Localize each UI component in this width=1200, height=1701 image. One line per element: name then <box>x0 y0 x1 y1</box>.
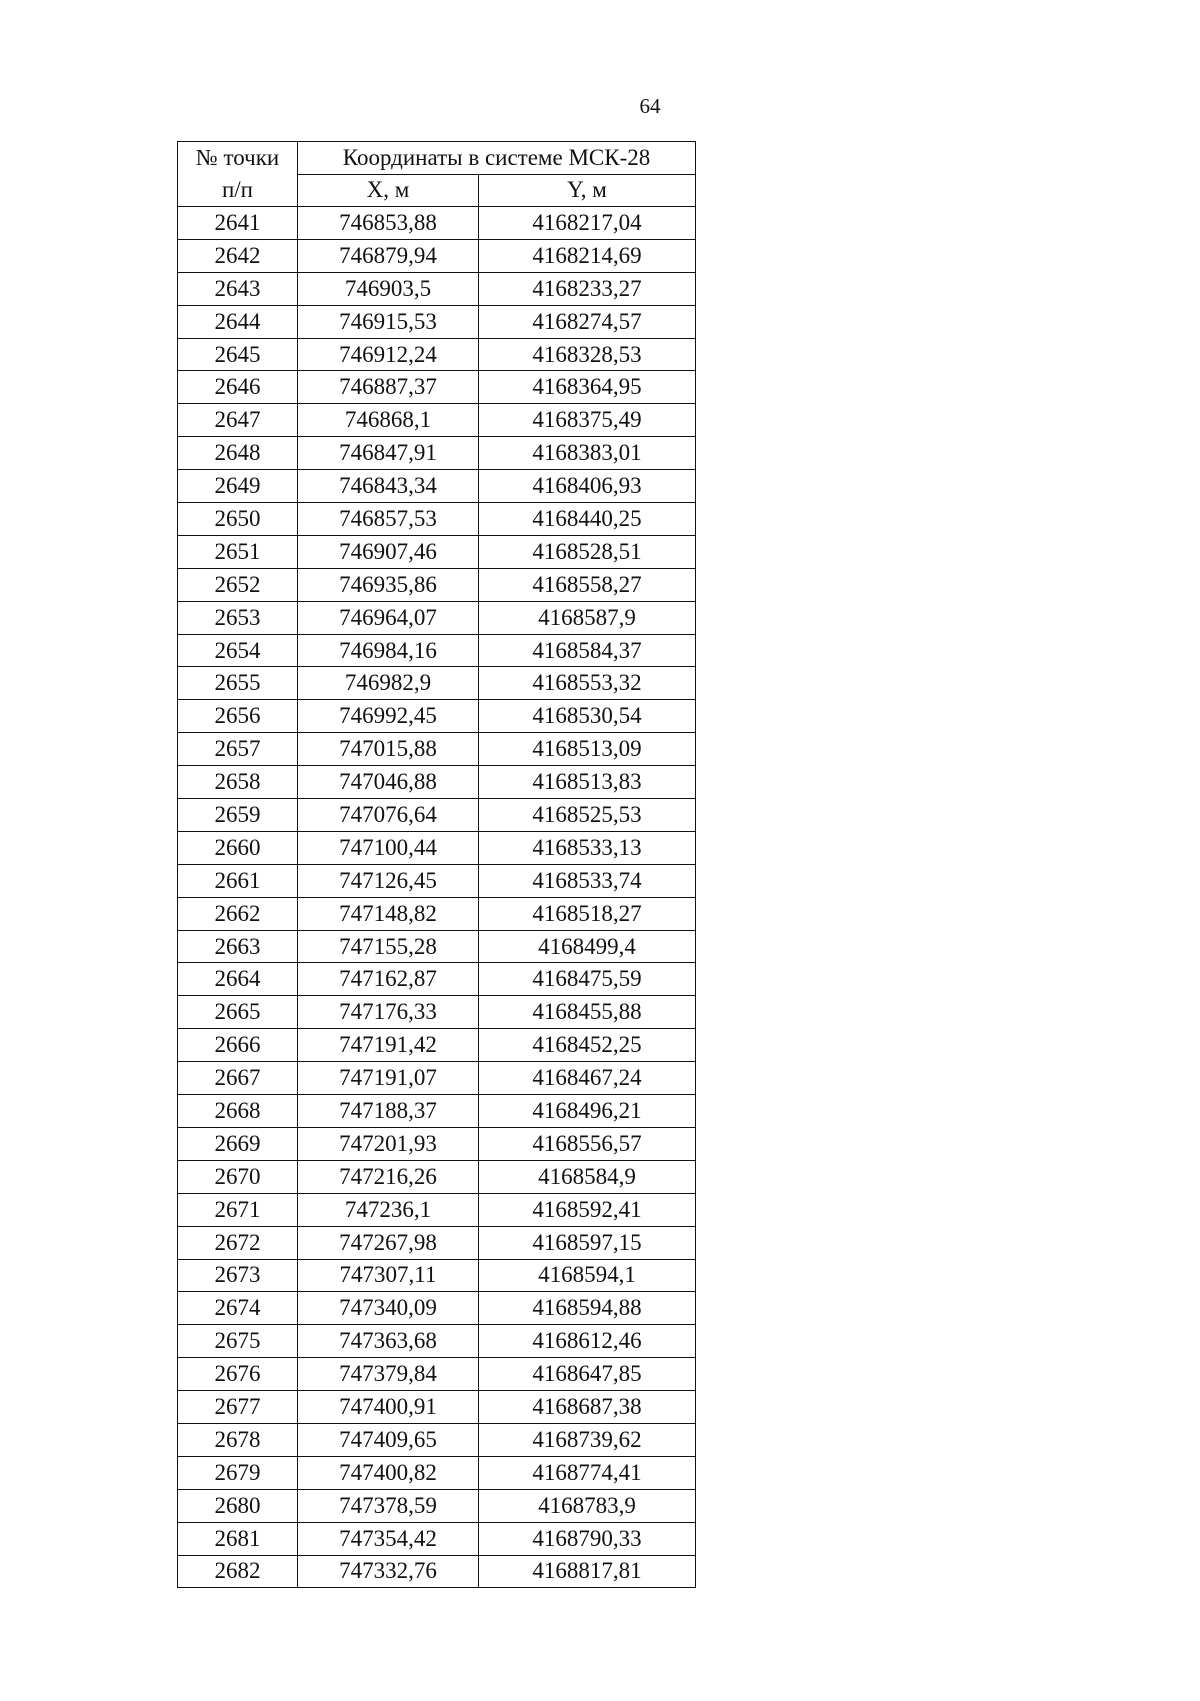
table-row <box>178 338 696 371</box>
table-row <box>178 1226 696 1259</box>
table-row <box>178 470 696 503</box>
point-number-cell: 2669 <box>178 1127 298 1160</box>
point-number-cell: 2676 <box>178 1358 298 1391</box>
table-row <box>178 930 696 963</box>
point-number-cell: 2650 <box>178 503 298 536</box>
point-number-cell: 2641 <box>178 207 298 240</box>
y-coordinate-cell: 4168533,74 <box>479 864 696 897</box>
x-coordinate-cell: 747400,91 <box>298 1391 479 1424</box>
point-number-cell: 2653 <box>178 601 298 634</box>
x-coordinate-cell: 747191,42 <box>298 1029 479 1062</box>
table-row <box>178 568 696 601</box>
table-row <box>178 1292 696 1325</box>
point-number-cell: 2662 <box>178 897 298 930</box>
point-number-cell: 2665 <box>178 996 298 1029</box>
point-number-cell: 2675 <box>178 1325 298 1358</box>
point-number-cell: 2661 <box>178 864 298 897</box>
y-coordinate-cell: 4168496,21 <box>479 1095 696 1128</box>
y-coordinate-cell: 4168528,51 <box>479 535 696 568</box>
table-row <box>178 1423 696 1456</box>
point-number-header-line1: № точки <box>195 145 280 170</box>
x-coordinate-cell: 747216,26 <box>298 1160 479 1193</box>
x-coordinate-cell: 747188,37 <box>298 1095 479 1128</box>
point-number-cell: 2670 <box>178 1160 298 1193</box>
point-number-cell: 2642 <box>178 239 298 272</box>
x-coordinate-cell: 746935,86 <box>298 568 479 601</box>
table-header <box>178 142 696 207</box>
x-coordinate-cell: 747236,1 <box>298 1193 479 1226</box>
table-row <box>178 437 696 470</box>
table-row <box>178 1358 696 1391</box>
x-column-header: X, м <box>298 174 479 207</box>
point-number-cell: 2666 <box>178 1029 298 1062</box>
table-row <box>178 700 696 733</box>
y-coordinate-cell: 4168594,88 <box>479 1292 696 1325</box>
y-coordinate-cell: 4168530,54 <box>479 700 696 733</box>
table-row <box>178 503 696 536</box>
table-row <box>178 1259 696 1292</box>
x-coordinate-cell: 746843,34 <box>298 470 479 503</box>
table-row <box>178 404 696 437</box>
x-coordinate-cell: 747332,76 <box>298 1555 479 1588</box>
x-coordinate-cell: 747015,88 <box>298 733 479 766</box>
table-row <box>178 1555 696 1588</box>
point-number-cell: 2663 <box>178 930 298 963</box>
table-row <box>178 1062 696 1095</box>
y-coordinate-cell: 4168592,41 <box>479 1193 696 1226</box>
point-number-cell: 2656 <box>178 700 298 733</box>
table-row <box>178 371 696 404</box>
y-coordinate-cell: 4168790,33 <box>479 1522 696 1555</box>
table-row <box>178 207 696 240</box>
table-body <box>178 207 696 1588</box>
table-row <box>178 996 696 1029</box>
y-coordinate-cell: 4168513,83 <box>479 766 696 799</box>
table-row <box>178 1325 696 1358</box>
point-number-cell: 2671 <box>178 1193 298 1226</box>
x-coordinate-cell: 747340,09 <box>298 1292 479 1325</box>
y-coordinate-cell: 4168518,27 <box>479 897 696 930</box>
table-row <box>178 535 696 568</box>
point-number-cell: 2682 <box>178 1555 298 1588</box>
point-number-cell: 2677 <box>178 1391 298 1424</box>
table-row <box>178 766 696 799</box>
x-coordinate-cell: 746887,37 <box>298 371 479 404</box>
coordinates-table <box>177 141 696 1588</box>
y-coordinate-cell: 4168452,25 <box>479 1029 696 1062</box>
x-coordinate-cell: 747363,68 <box>298 1325 479 1358</box>
table-row <box>178 1095 696 1128</box>
y-coordinate-cell: 4168383,01 <box>479 437 696 470</box>
point-number-cell: 2657 <box>178 733 298 766</box>
point-number-cell: 2646 <box>178 371 298 404</box>
table-row <box>178 305 696 338</box>
table-row <box>178 897 696 930</box>
x-coordinate-cell: 747046,88 <box>298 766 479 799</box>
point-number-cell: 2647 <box>178 404 298 437</box>
table-row <box>178 1193 696 1226</box>
x-coordinate-cell: 746847,91 <box>298 437 479 470</box>
table-row <box>178 799 696 832</box>
x-coordinate-cell: 747191,07 <box>298 1062 479 1095</box>
point-number-cell: 2652 <box>178 568 298 601</box>
table-row <box>178 733 696 766</box>
table-row <box>178 601 696 634</box>
table-row <box>178 634 696 667</box>
y-coordinate-cell: 4168406,93 <box>479 470 696 503</box>
point-number-cell: 2648 <box>178 437 298 470</box>
y-coordinate-cell: 4168533,13 <box>479 831 696 864</box>
x-coordinate-cell: 746879,94 <box>298 239 479 272</box>
y-coordinate-cell: 4168594,1 <box>479 1259 696 1292</box>
y-coordinate-cell: 4168774,41 <box>479 1456 696 1489</box>
table-row <box>178 272 696 305</box>
table-row <box>178 1029 696 1062</box>
y-coordinate-cell: 4168558,27 <box>479 568 696 601</box>
x-coordinate-cell: 747378,59 <box>298 1489 479 1522</box>
x-coordinate-cell: 747148,82 <box>298 897 479 930</box>
y-coordinate-cell: 4168739,62 <box>479 1423 696 1456</box>
x-coordinate-cell: 747155,28 <box>298 930 479 963</box>
point-number-header-line2: п/п <box>221 177 253 202</box>
table-row <box>178 963 696 996</box>
point-number-cell: 2667 <box>178 1062 298 1095</box>
point-number-cell: 2681 <box>178 1522 298 1555</box>
x-coordinate-cell: 746868,1 <box>298 404 479 437</box>
x-coordinate-cell: 746982,9 <box>298 667 479 700</box>
table-row <box>178 831 696 864</box>
table-row <box>178 1522 696 1555</box>
y-coordinate-cell: 4168612,46 <box>479 1325 696 1358</box>
point-number-header <box>178 142 298 207</box>
point-number-cell: 2659 <box>178 799 298 832</box>
point-number-cell: 2649 <box>178 470 298 503</box>
coordinates-group-header: Координаты в системе МСК-28 <box>298 142 696 175</box>
y-coordinate-cell: 4168687,38 <box>479 1391 696 1424</box>
x-coordinate-cell: 746915,53 <box>298 305 479 338</box>
y-coordinate-cell: 4168513,09 <box>479 733 696 766</box>
x-coordinate-cell: 747379,84 <box>298 1358 479 1391</box>
table-row <box>178 1127 696 1160</box>
y-coordinate-cell: 4168525,53 <box>479 799 696 832</box>
point-number-cell: 2674 <box>178 1292 298 1325</box>
y-coordinate-cell: 4168647,85 <box>479 1358 696 1391</box>
y-column-header: Y, м <box>479 174 696 207</box>
point-number-cell: 2655 <box>178 667 298 700</box>
x-coordinate-cell: 746853,88 <box>298 207 479 240</box>
y-coordinate-cell: 4168587,9 <box>479 601 696 634</box>
x-coordinate-cell: 747201,93 <box>298 1127 479 1160</box>
table-row <box>178 1456 696 1489</box>
x-coordinate-cell: 747354,42 <box>298 1522 479 1555</box>
point-number-cell: 2645 <box>178 338 298 371</box>
table-row <box>178 667 696 700</box>
x-coordinate-cell: 747162,87 <box>298 963 479 996</box>
x-coordinate-cell: 747400,82 <box>298 1456 479 1489</box>
point-number-cell: 2651 <box>178 535 298 568</box>
x-coordinate-cell: 746907,46 <box>298 535 479 568</box>
x-coordinate-cell: 747100,44 <box>298 831 479 864</box>
point-number-cell: 2680 <box>178 1489 298 1522</box>
y-coordinate-cell: 4168375,49 <box>479 404 696 437</box>
table-row <box>178 1391 696 1424</box>
y-coordinate-cell: 4168597,15 <box>479 1226 696 1259</box>
point-number-cell: 2679 <box>178 1456 298 1489</box>
x-coordinate-cell: 746903,5 <box>298 272 479 305</box>
x-coordinate-cell: 747076,64 <box>298 799 479 832</box>
x-coordinate-cell: 747307,11 <box>298 1259 479 1292</box>
x-coordinate-cell: 747267,98 <box>298 1226 479 1259</box>
x-coordinate-cell: 746984,16 <box>298 634 479 667</box>
y-coordinate-cell: 4168553,32 <box>479 667 696 700</box>
y-coordinate-cell: 4168499,4 <box>479 930 696 963</box>
y-coordinate-cell: 4168217,04 <box>479 207 696 240</box>
y-coordinate-cell: 4168467,24 <box>479 1062 696 1095</box>
y-coordinate-cell: 4168455,88 <box>479 996 696 1029</box>
table-row <box>178 239 696 272</box>
point-number-cell: 2664 <box>178 963 298 996</box>
x-coordinate-cell: 746964,07 <box>298 601 479 634</box>
point-number-cell: 2654 <box>178 634 298 667</box>
y-coordinate-cell: 4168274,57 <box>479 305 696 338</box>
x-coordinate-cell: 747176,33 <box>298 996 479 1029</box>
y-coordinate-cell: 4168440,25 <box>479 503 696 536</box>
y-coordinate-cell: 4168817,81 <box>479 1555 696 1588</box>
y-coordinate-cell: 4168475,59 <box>479 963 696 996</box>
page-number: 64 <box>639 94 661 118</box>
point-number-cell: 2660 <box>178 831 298 864</box>
x-coordinate-cell: 746857,53 <box>298 503 479 536</box>
x-coordinate-cell: 746992,45 <box>298 700 479 733</box>
point-number-cell: 2672 <box>178 1226 298 1259</box>
point-number-cell: 2668 <box>178 1095 298 1128</box>
table-row <box>178 1160 696 1193</box>
table-row <box>178 1489 696 1522</box>
y-coordinate-cell: 4168584,37 <box>479 634 696 667</box>
point-number-cell: 2658 <box>178 766 298 799</box>
y-coordinate-cell: 4168214,69 <box>479 239 696 272</box>
y-coordinate-cell: 4168584,9 <box>479 1160 696 1193</box>
y-coordinate-cell: 4168556,57 <box>479 1127 696 1160</box>
point-number-cell: 2673 <box>178 1259 298 1292</box>
y-coordinate-cell: 4168233,27 <box>479 272 696 305</box>
y-coordinate-cell: 4168364,95 <box>479 371 696 404</box>
x-coordinate-cell: 747126,45 <box>298 864 479 897</box>
y-coordinate-cell: 4168783,9 <box>479 1489 696 1522</box>
point-number-cell: 2643 <box>178 272 298 305</box>
point-number-cell: 2678 <box>178 1423 298 1456</box>
x-coordinate-cell: 746912,24 <box>298 338 479 371</box>
y-coordinate-cell: 4168328,53 <box>479 338 696 371</box>
x-coordinate-cell: 747409,65 <box>298 1423 479 1456</box>
table-row <box>178 864 696 897</box>
point-number-cell: 2644 <box>178 305 298 338</box>
